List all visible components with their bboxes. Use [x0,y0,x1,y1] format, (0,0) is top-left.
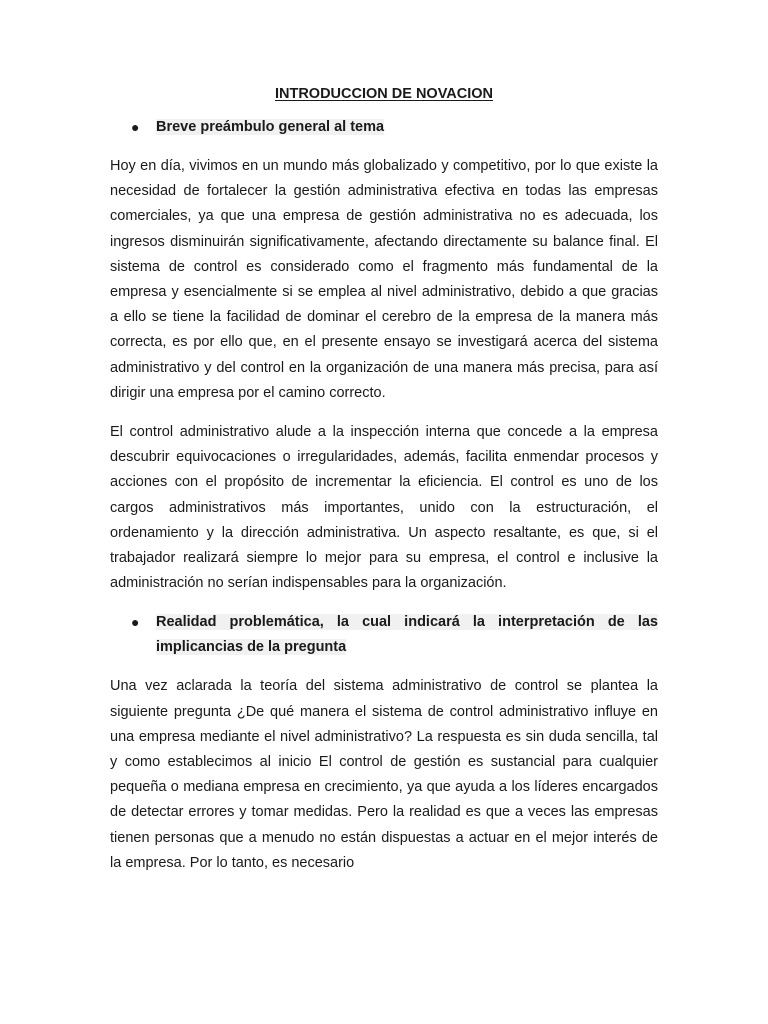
bullet-icon: ● [131,119,140,135]
section-heading-preamble [110,115,658,140]
paragraph: Una vez aclarada la teoría del sistema administrativo de control se plantea la siguiente pregunta ¿De qué manera el sistema de control administrativo influye en una empresa mediante el nivel administrativo? La respuesta es sin duda sencilla, tal y como establecimos al inicio El control de gestión es sustancial para cualquier pequeña o mediana empresa en crecimiento, ya que ayuda a los líderes encargados de detectar errores y tomar medidas. Pero la realidad es que a veces las empresas tienen personas que a menudo no están dispuestas a actuar en el mejor interés de la empresa. Por lo tanto, es necesario [110,678,658,871]
document-title: INTRODUCCION DE NOVACION [274,86,494,102]
paragraph: Hoy en día, vivimos en un mundo más globalizado y competitivo, por lo que existe la necesidad de fortalecer la gestión administrativa efectiva en todas las empresas comerciales, ya que una empresa de gestión administrativa no es adecuada, los ingresos disminuirán significativamente, afectando directamente su balance final. El sistema de control es considerado como el fragmento más fundamental de la empresa y esencialmente si se emplea al nivel administrativo, debido a que gracias a ello se tiene la facilidad de dominar el cerebro de la empresa de la manera más correcta, es por ello que, en el presente ensayo se investigará acerca del sistema administrativo y del control en la organización de una manera más precisa, para así dirigir una empresa por el camino correcto. [110,158,658,401]
section-heading-text: Realidad problemática, la cual indicará la interpretación de las implicancias de la pregunta [156,614,658,656]
section-heading-text: Breve preámbulo general al tema [156,119,385,135]
paragraph: El control administrativo alude a la inspección interna que concede a la empresa descubrir equivocaciones o irregularidades, además, facilita enmendar procesos y acciones con el propósito de incrementar la eficiencia. El control es uno de los cargos administrativos más importantes, unido con la estructuración, el ordenamiento y la dirección administrativa. Un aspecto resaltante, es que, si el trabajador realizará siempre lo mejor para su empresa, el control e inclusive la administración no serían indispensables para la organización. [110,424,658,592]
section-heading-problem [110,610,658,660]
bullet-icon: ● [131,614,140,631]
